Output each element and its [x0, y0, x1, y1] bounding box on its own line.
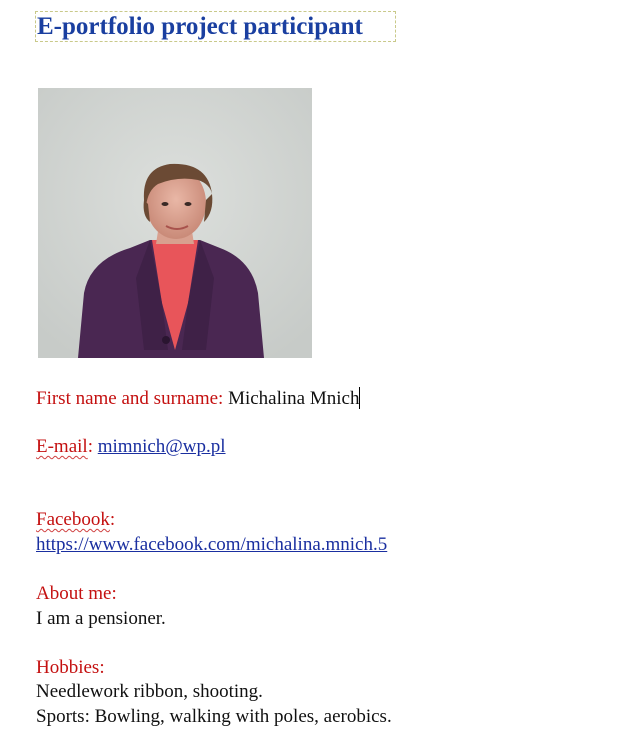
hobbies-value-1: Needlework ribbon, shooting.	[36, 681, 263, 702]
facebook-label-row	[36, 509, 115, 531]
name-value[interactable]: Michalina Mnich	[228, 388, 360, 409]
page-title: E-portfolio project participant	[35, 11, 396, 42]
facebook-link-row	[36, 534, 387, 556]
email-label-colon: :	[87, 436, 93, 457]
about-value: I am a pensioner.	[36, 608, 166, 629]
facebook-link[interactable]: https://www.facebook.com/michalina.mnich.5	[36, 534, 388, 555]
hobbies-line-2	[36, 706, 392, 728]
hobbies-line-1	[36, 681, 263, 703]
facebook-label-colon: :	[109, 509, 116, 530]
email-label-word: E-mail	[36, 436, 88, 457]
email-row	[36, 436, 226, 458]
email-link[interactable]: mimnich@wp.pl	[97, 436, 226, 457]
hobbies-label: Hobbies:	[36, 657, 105, 678]
email-label	[36, 436, 93, 457]
text-cursor	[359, 387, 360, 409]
participant-photo	[38, 88, 312, 358]
facebook-label-word: Facebook	[36, 509, 110, 530]
name-row	[36, 387, 360, 410]
hobbies-label-row	[36, 657, 105, 679]
about-label-row	[36, 583, 117, 605]
about-label: About me:	[36, 583, 117, 604]
facebook-label	[36, 509, 115, 530]
name-label: First name and surname:	[36, 388, 224, 409]
about-value-row	[36, 608, 166, 630]
hobbies-value-2: Sports: Bowling, walking with poles, aerobics.	[36, 706, 392, 727]
